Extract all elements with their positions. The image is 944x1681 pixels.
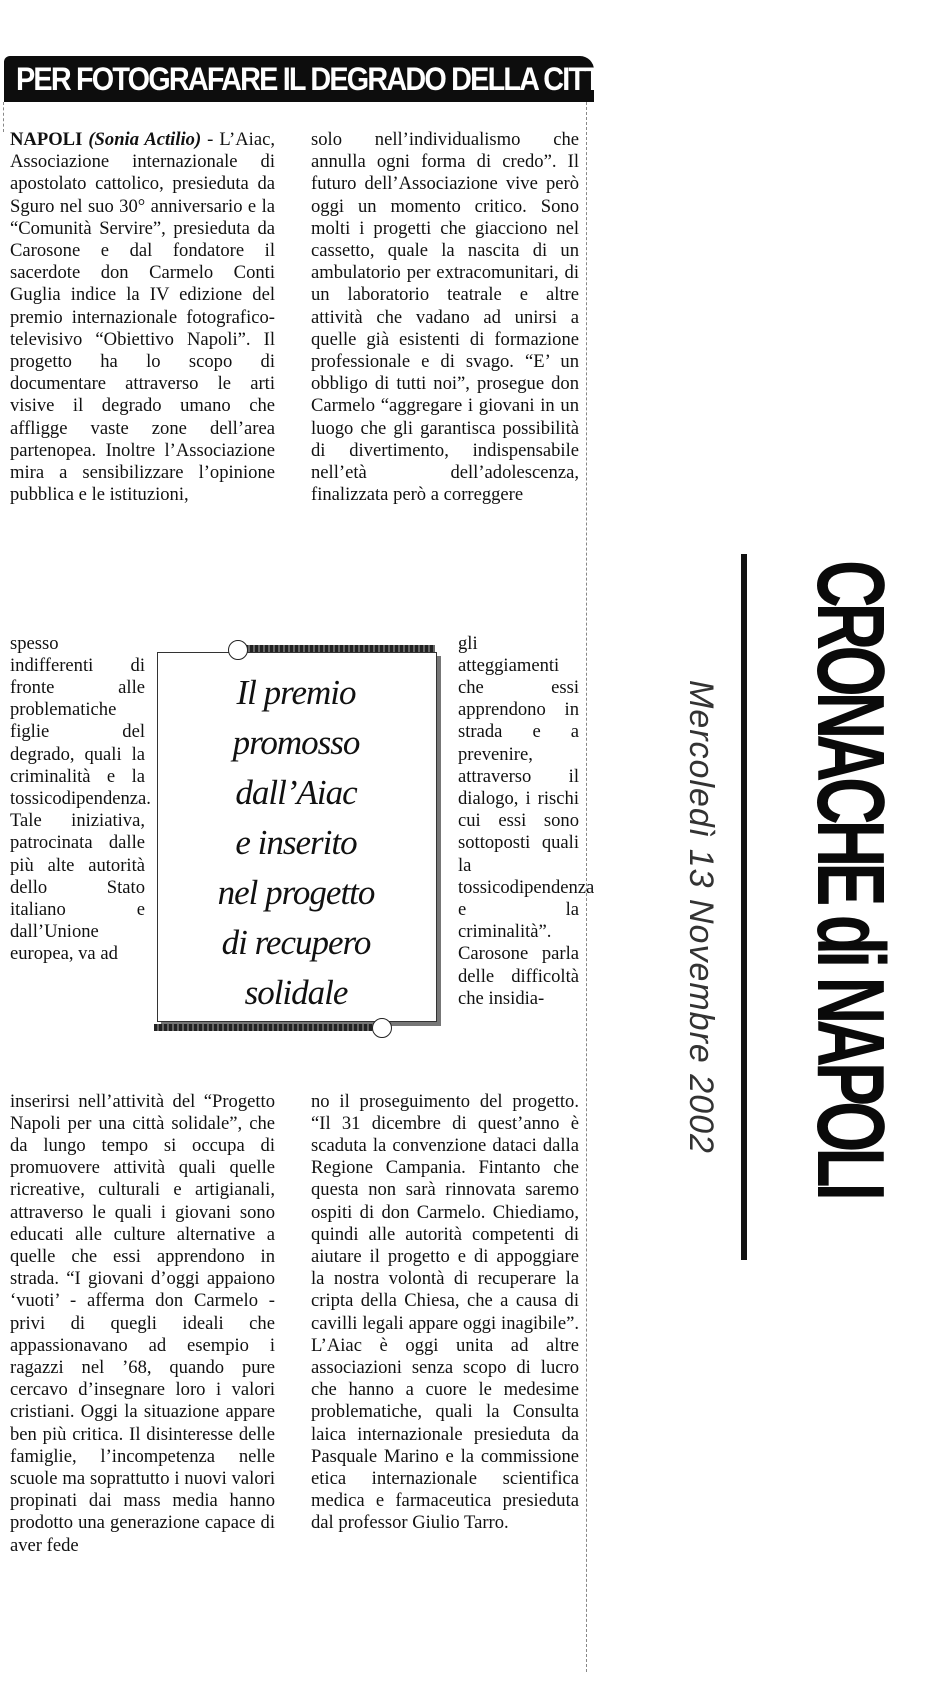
headline-banner: [4, 56, 620, 102]
article-text-right-narrow: gli atteggiamenti che essi apprendono in strada e a prevenire, attraverso il dialogo, i rischi cui essi sono sottoposti quali la tossicodipendenza e la criminalità”. Carosone parla delle difficoltà che insidia-: [458, 632, 595, 1009]
pull-quote-line: nel progetto: [217, 873, 375, 912]
publication-date-text: Mercoledì 13 Novembre 2002: [682, 680, 720, 1154]
article-text-left-bottom: inserirsi nell’attività del “Progetto Napoli per una città solidale”, che da lungo tempo si occupa di promuovere attività quali quelle ricreative, culturali e artigianali, attraverso le quali i giovani sono educati alle culture alternative a quelle che essi apprendono in strada. “I giovani d’oggi appaiono ‘vuoti’ - afferma don Carmelo - privi di quegli ideali che appassionavano ad esempio i ragazzi nel ’68, quando pure cercavo d’insegnare loro i valori cristiani. Oggi la situazione appare ben più critica. Il disinteresse delle famiglie, l’incompetenza nelle scuole ma soprattutto i nuovi valori propinati dai mass media hanno prodotto una generazione capace di aver fede: [10, 1090, 275, 1556]
pull-quote-ornament-top: [228, 640, 248, 660]
article-column-left-bottom: [10, 1072, 275, 1575]
pull-quote-line: solidale: [244, 973, 348, 1012]
pull-quote-bar-bottom: [154, 1024, 384, 1031]
article-column-right-narrow: [458, 614, 595, 1029]
pull-quote-text: [157, 668, 435, 1018]
article-column-right-bottom: [311, 1072, 579, 1553]
article-column-left-top: [10, 129, 275, 506]
pull-quote-line: e inserito: [235, 823, 357, 862]
byline-author: (Sonia Actilio): [88, 129, 202, 150]
pull-quote-line: Il premio: [236, 673, 356, 712]
byline-place: NAPOLI: [10, 129, 83, 150]
pull-quote-ornament-bottom: [372, 1018, 392, 1038]
publication-date: [682, 680, 740, 1160]
masthead: [787, 560, 907, 1280]
pull-quote-line: di recupero: [221, 923, 371, 962]
article-text-right-bottom: no il proseguimento del progetto. “Il 31 dicembre di quest’anno è scaduta la convenzione dataci dalla Regione Campania. Fintanto che questa non sarà rinnovata saremo ospiti di don Carmelo. Chiediamo, quindi alle autorità competenti di aiutare il progetto e di appoggiare la nostra volontà di recuperare la cripta della Chiesa, che a causa di cavilli legali appare oggi inagibile”. L’Aiac è oggi unita ad altre associazioni senza scopo di lucro che hanno a cuore le medesime problematiche, quali la Consulta laica internazionale presieduta da Pasquale Marino e la commissione etica internazionale scientifica medica e farmaceutica presieduta dal professor Giulio Tarro.: [311, 1090, 579, 1534]
masthead-rule: [741, 554, 747, 1260]
pull-quote-line: dall’Aiac: [235, 773, 357, 812]
article-text-right-top: solo nell’individualismo che annulla ogni forma di credo”. Il futuro dell’Associazione vive però oggi un momento critico. Sono molti i progetti che giacciono nel cassetto, quale la nascita di un ambulatorio per extracomunitari, di un laboratorio teatrale e altre attività che vadano ad unirsi a quelle già esistenti di formazione professionale e di svago. “E’ un obbligo di tutti noi”, prosegue don Carmelo “aggregare i giovani in un luogo che gli garantisca possibilità di divertimento, indispensabile nell’età dell’adolescenza, finalizzata però a correggere: [311, 129, 579, 506]
article-column-left-narrow: [10, 614, 151, 984]
article-column-right-top: [311, 129, 579, 506]
article-text-left-narrow: spesso indifferenti di fronte alle problematiche figlie del degrado, quali la criminalità e la tossicodipendenza. Tale iniziativa, patrocinata dalle più alte autorità dello Stato italiano e dall’Unione europea, va ad: [10, 632, 151, 965]
headline-text: PER FOTOGRAFARE IL DEGRADO DELLA CITTÀ: [16, 61, 620, 97]
pull-quote-bar-top: [240, 645, 435, 652]
byline-dash: -: [201, 129, 214, 150]
pull-quote-line: promosso: [232, 723, 360, 762]
article-text-left-top: L’Aiac, Associazione internazionale di apostolato cattolico, presieduta da Sguro nel suo 30° anniversario e la “Comunità Servire”, presieduta da Carosone e dal fondatore il sacerdote don Carmelo Conti Guglia indice la IV edizione del premio internazionale fotografico-televisivo “Obiettivo Napoli”. Il progetto ha lo scopo di documentare attraverso le arti visive il degrado umano che affligge vaste zone dell’area partenopea. Inoltre l’Associazione mira a sensibilizzare l’opinione pubblica e le istituzioni,: [10, 129, 275, 506]
masthead-text: CRONACHE di NAPOLI: [797, 560, 905, 1196]
column-border-left: [3, 102, 4, 132]
